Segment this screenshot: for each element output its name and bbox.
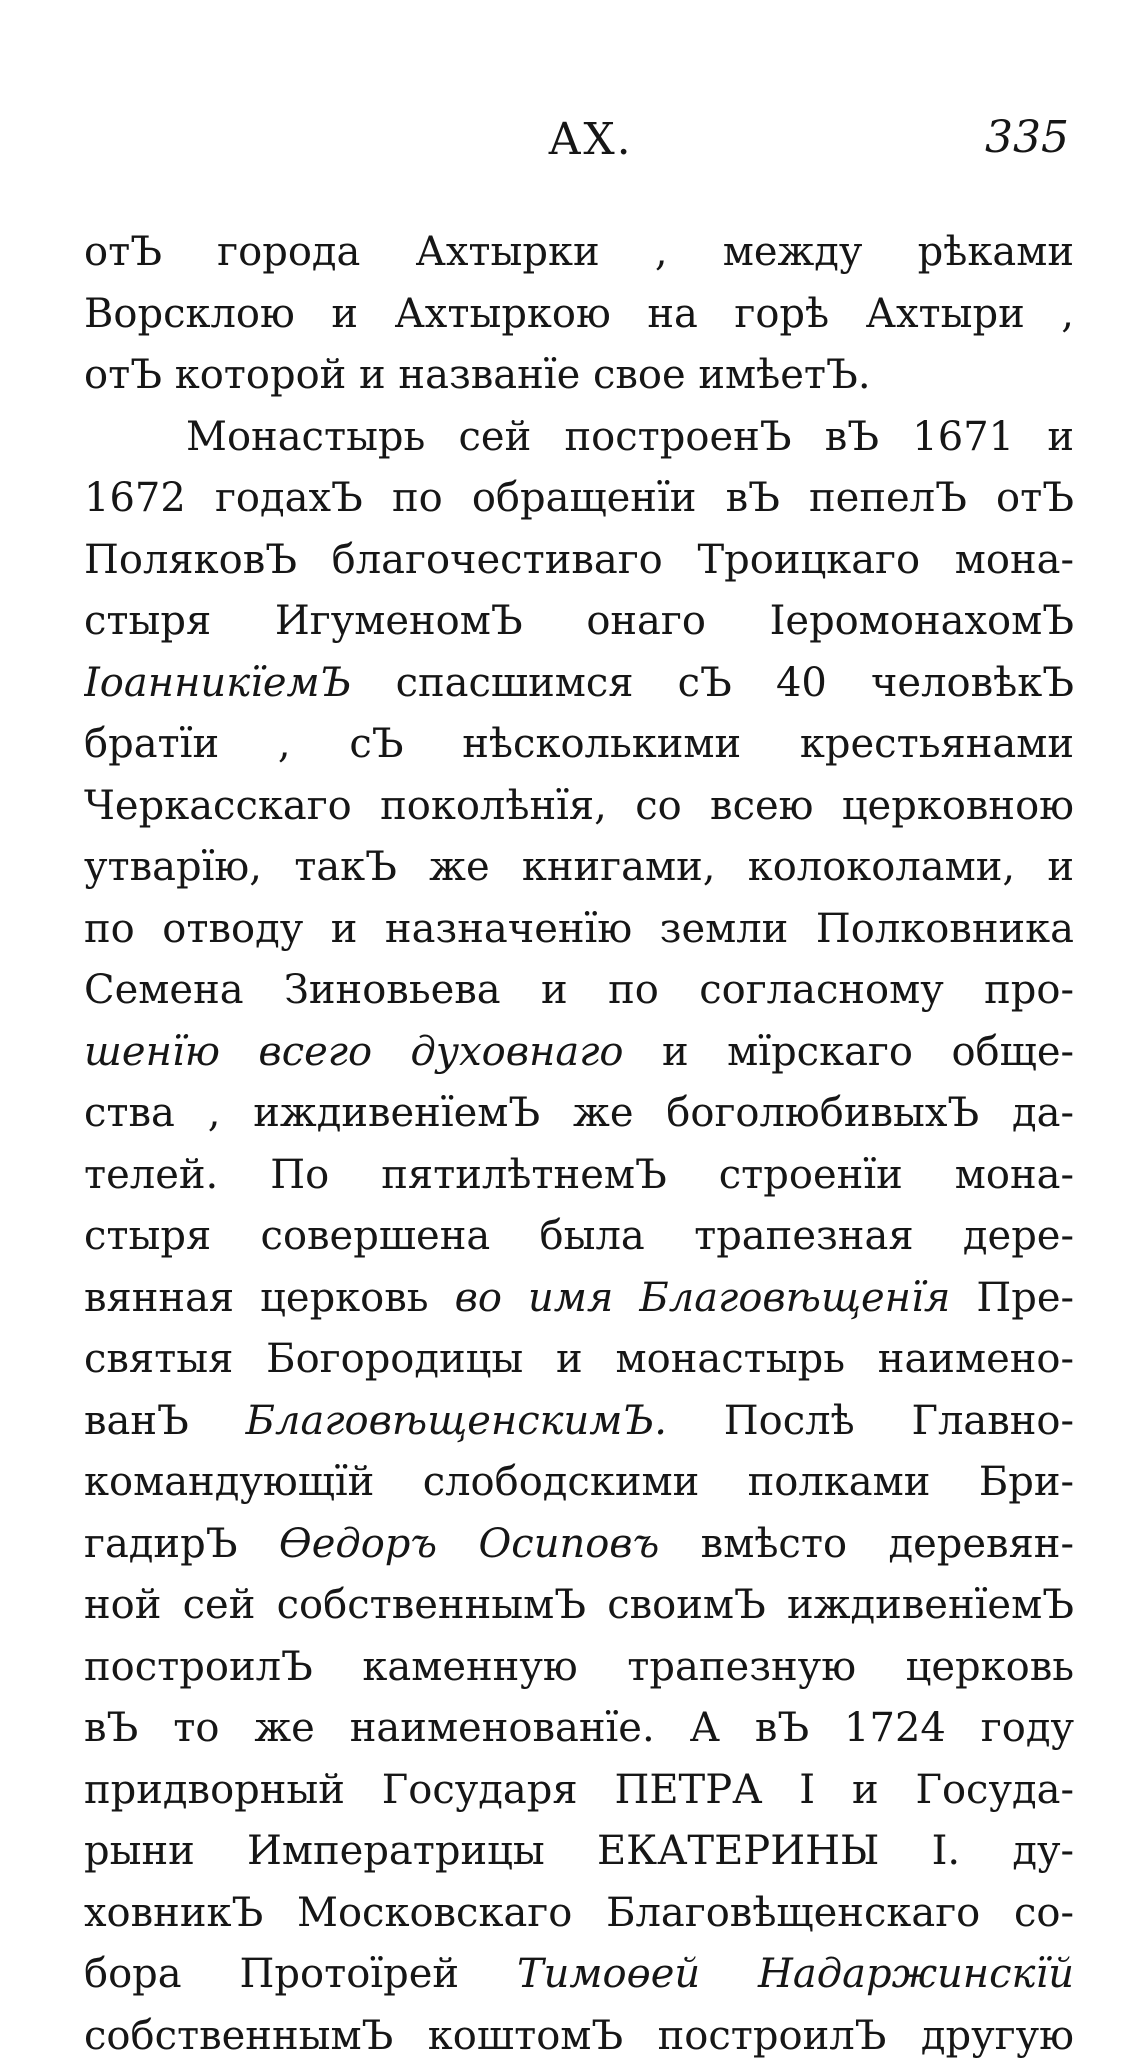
page-number: 335 (985, 116, 1069, 160)
text-line (84, 345, 1074, 407)
text-span: ховникЪ Московскаго Благовѣщенскаго со- (84, 1890, 1074, 1936)
text-line (84, 407, 1074, 469)
text-line (84, 1145, 1074, 1207)
italic-text-span: шенїю всего духовнаго (84, 1029, 624, 1075)
text-line (84, 1760, 1074, 1822)
text-span: Ворсклою и Ахтыркою на горѣ Ахтыри , (84, 291, 1074, 337)
text-span: Черкасскаго поколѣнїя, со всею церковною (84, 783, 1074, 829)
text-line (84, 1883, 1074, 1945)
text-span: собственнымЪ коштомЪ построилЪ другую (84, 2013, 1074, 2059)
text-span: Пре- (950, 1275, 1074, 1321)
text-span: ства , иждивенїемЪ же боголюбивыхЪ да- (84, 1090, 1074, 1136)
text-span: 1672 годахЪ по обращенїи вЪ пепелЪ отЪ (84, 475, 1074, 521)
text-line (84, 899, 1074, 961)
italic-text-span: во имя Благовѣщенїя (455, 1275, 951, 1321)
text-span: святыя Богородицы и монастырь наимено- (84, 1336, 1074, 1382)
text-line (84, 530, 1074, 592)
text-span: Монастырь сей построенЪ вЪ 1671 и (186, 414, 1074, 460)
text-span: стыря ИгуменомЪ онаго ІеромонахомЪ (84, 598, 1074, 644)
text-line (84, 1821, 1074, 1883)
text-span: гадирЪ (84, 1521, 279, 1567)
italic-text-span: Тимоөей Надаржинскїй (517, 1951, 1074, 1997)
text-span: рыни Императрицы ЕКАТЕРИНЫ I. ду- (84, 1828, 1074, 1874)
text-line (84, 837, 1074, 899)
text-span: ПоляковЪ благочестиваго Троицкаго мона- (84, 537, 1074, 583)
text-span: вянная церковь (84, 1275, 455, 1321)
text-span: бора Протоїрей (84, 1951, 517, 1997)
text-span: братїи , сЪ нѣсколькими крестьянами (84, 721, 1074, 767)
italic-text-span: БлаговѣщенскимЪ. (246, 1398, 667, 1444)
text-span: ной сей собственнымЪ своимЪ иждивенїемЪ (84, 1582, 1074, 1628)
text-span: отЪ которой и названїе свое имѣетЪ. (84, 352, 871, 398)
text-line (84, 284, 1074, 346)
text-line (84, 591, 1074, 653)
text-span: придворный Государя ПЕТРА I и Госуда- (84, 1767, 1074, 1813)
running-head: АХ. (548, 118, 633, 162)
text-line (84, 1575, 1074, 1637)
italic-text-span: Өедоръ Осиповъ (279, 1521, 659, 1567)
text-line (84, 1391, 1074, 1453)
text-line (84, 1083, 1074, 1145)
text-span: ванЪ (84, 1398, 246, 1444)
body-text (84, 222, 1074, 2067)
text-line (84, 2006, 1074, 2067)
text-line (84, 653, 1074, 715)
text-span: командующїй слободскими полками Бри- (84, 1459, 1074, 1505)
text-line (84, 960, 1074, 1022)
text-span: спасшимся сЪ 40 человѣкЪ (351, 660, 1074, 706)
text-span: и мїрскаго обще- (624, 1029, 1074, 1075)
text-line (84, 1022, 1074, 1084)
text-line (84, 468, 1074, 530)
text-span: телей. По пятилѣтнемЪ строенїи мона- (84, 1152, 1074, 1198)
text-span: Семена Зиновьева и по согласному про- (84, 967, 1074, 1013)
text-line (84, 222, 1074, 284)
text-span: утварїю, такЪ же книгами, колоколами, и (84, 844, 1074, 890)
text-line (84, 1698, 1074, 1760)
text-line (84, 1944, 1074, 2006)
text-span: Послѣ Главно- (667, 1398, 1074, 1444)
text-span: вЪ то же наименованїе. А вЪ 1724 году (84, 1705, 1074, 1751)
text-line (84, 1206, 1074, 1268)
text-line (84, 1514, 1074, 1576)
italic-text-span: ІоанникїемЪ (84, 660, 351, 706)
text-span: вмѣсто деревян- (659, 1521, 1074, 1567)
text-span: построилЪ каменную трапезную церковь (84, 1644, 1074, 1690)
text-line (84, 1452, 1074, 1514)
text-line (84, 776, 1074, 838)
text-line (84, 1637, 1074, 1699)
text-line (84, 1268, 1074, 1330)
text-span: отЪ города Ахтырки , между рѣками (84, 229, 1074, 275)
text-line (84, 1329, 1074, 1391)
text-line (84, 714, 1074, 776)
text-span: стыря совершена была трапезная дере- (84, 1213, 1074, 1259)
text-span: по отводу и назначенїю земли Полковника (84, 906, 1074, 952)
